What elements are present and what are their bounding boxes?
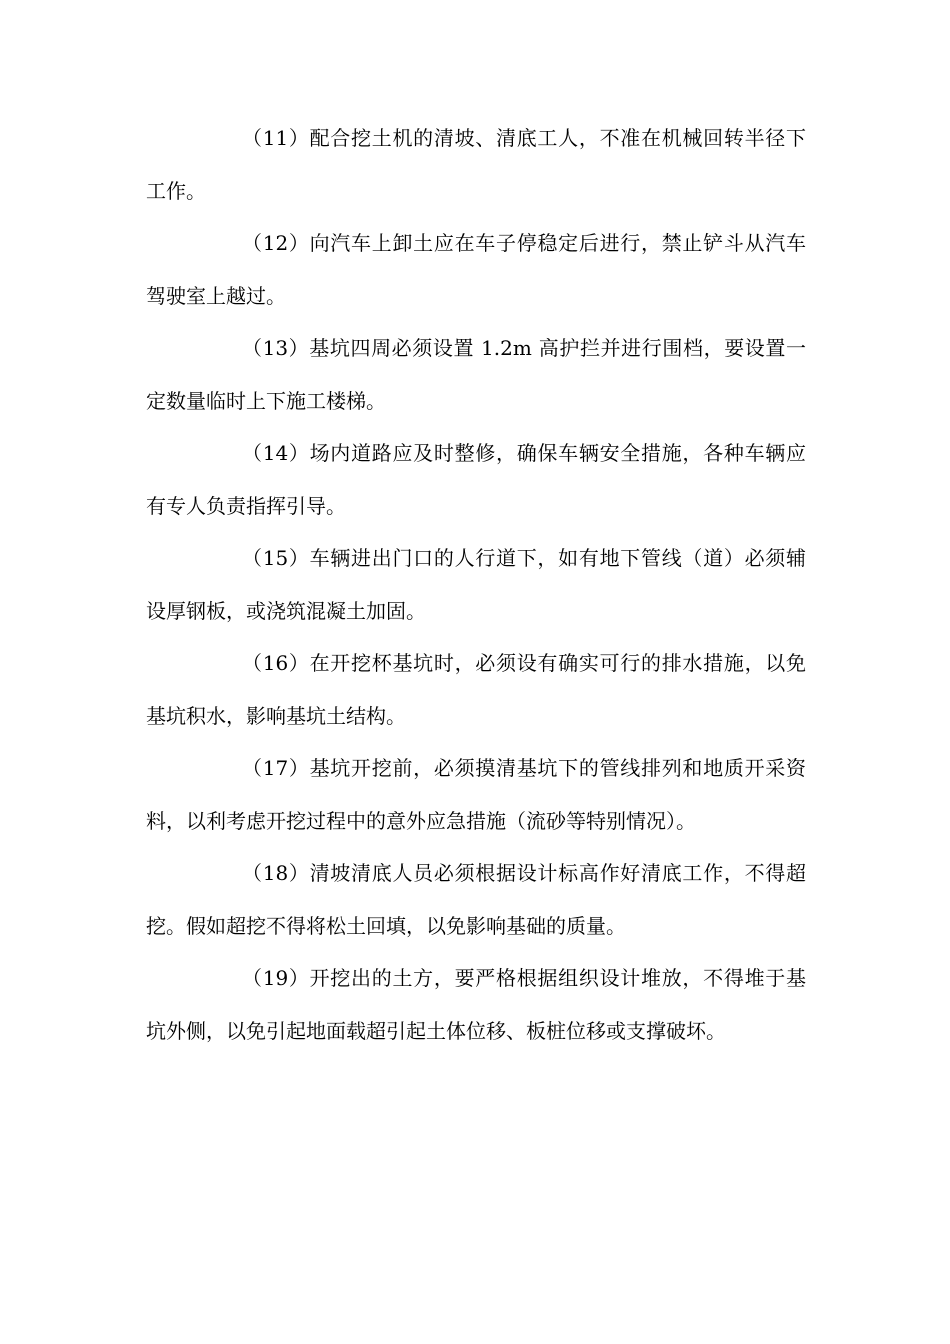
paragraph-11: （11）配合挖土机的清坡、清底工人，不准在机械回转半径下工作。	[146, 126, 806, 203]
paragraph-14: （14）场内道路应及时整修，确保车辆安全措施，各种车辆应有专人负责指挥引导。	[146, 441, 806, 518]
paragraph-12: （12）向汽车上卸土应在车子停稳定后进行，禁止铲斗从汽车驾驶室上越过。	[146, 231, 806, 308]
paragraph-16: （16）在开挖杯基坑时，必须设有确实可行的排水措施，以免基坑积水，影响基坑土结构。	[146, 651, 806, 728]
paragraph-18: （18）清坡清底人员必须根据设计标高作好清底工作，不得超挖。假如超挖不得将松土回填，以免影响基础的质量。	[146, 861, 806, 938]
paragraph-15: （15）车辆进出门口的人行道下，如有地下管线（道）必须辅设厚钢板，或浇筑混凝土加固。	[146, 546, 806, 623]
document-body	[146, 112, 806, 1057]
paragraph-17: （17）基坑开挖前，必须摸清基坑下的管线排列和地质开采资料，以利考虑开挖过程中的意外应急措施（流砂等特别情况）。	[146, 756, 806, 833]
paragraph-13: （13）基坑四周必须设置 1.2m 高护拦并进行围档，要设置一定数量临时上下施工楼梯。	[146, 336, 806, 413]
paragraph-19: （19）开挖出的土方，要严格根据组织设计堆放，不得堆于基坑外侧，以免引起地面载超引起土体位移、板桩位移或支撑破坏。	[146, 966, 806, 1043]
